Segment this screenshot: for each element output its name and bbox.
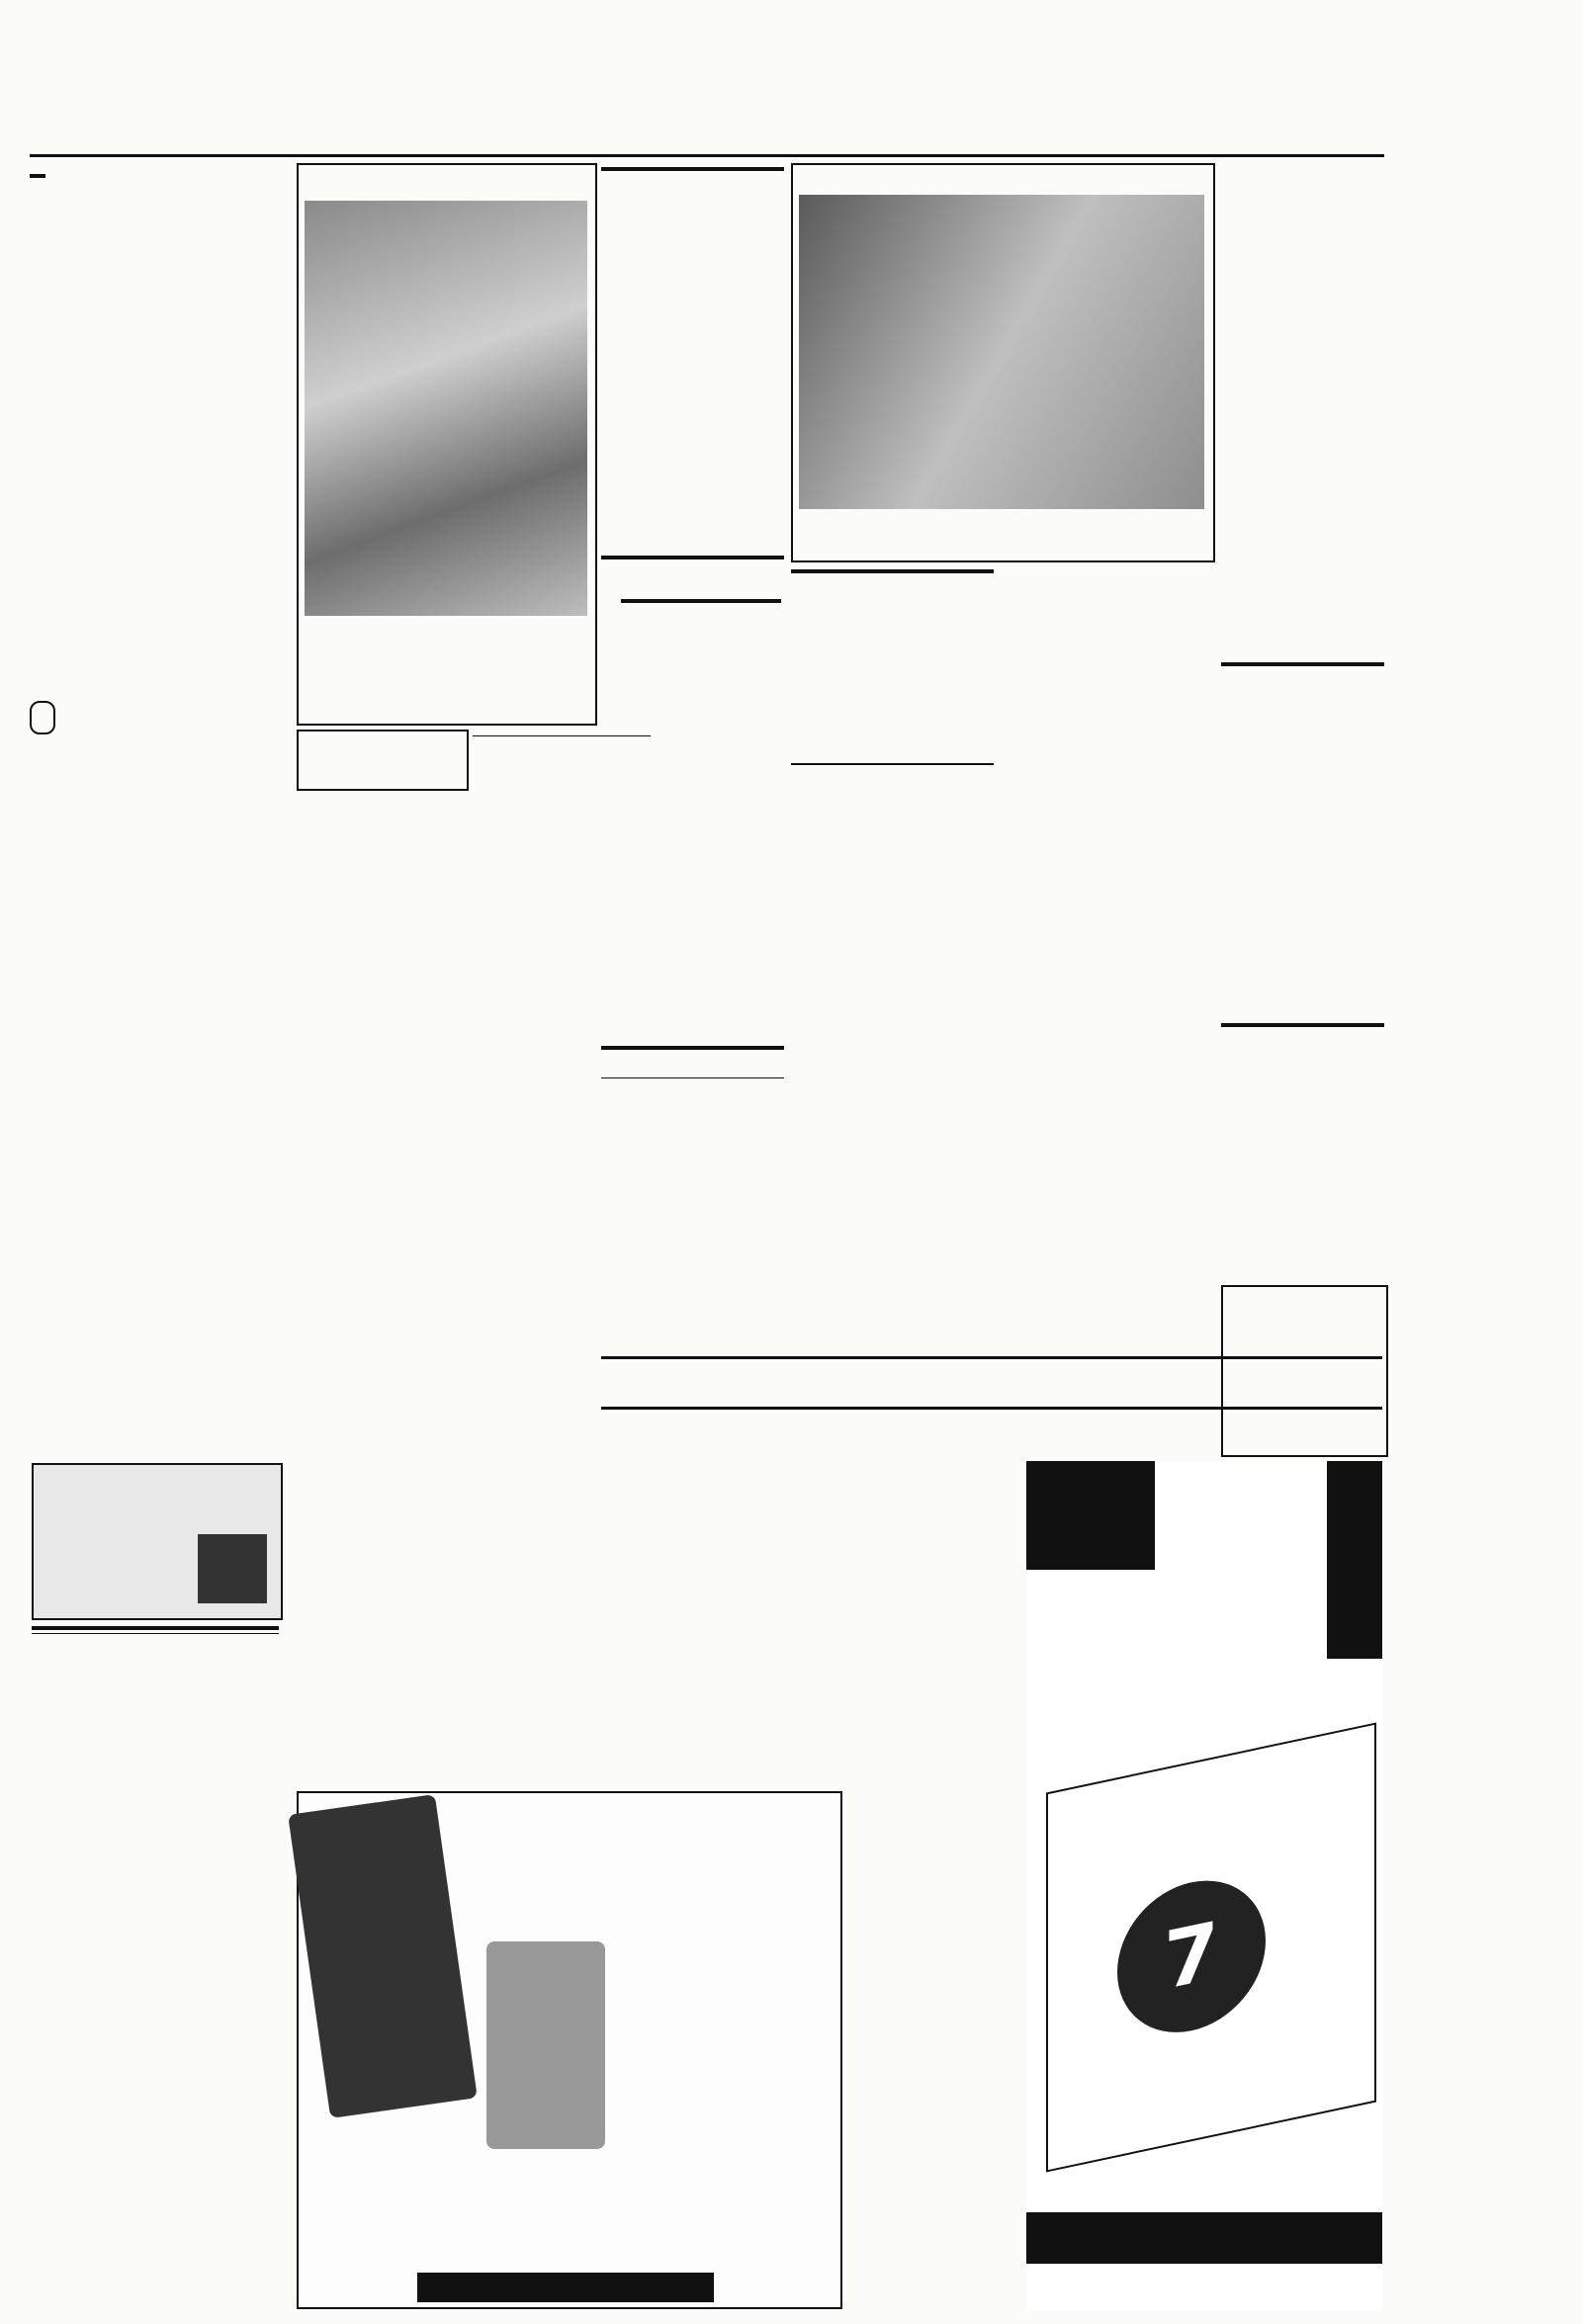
theamata-column [30,227,292,1453]
radio-mic-icon [30,701,55,734]
papastratos-brand [1026,2212,1382,2264]
ephemeris-header [791,565,994,573]
koinonika-column [1221,692,1384,1018]
ephemeris-column [791,618,994,756]
world-header [601,163,784,260]
aphrodisia-title [32,1626,279,1630]
crossword-row-numbers [603,597,619,757]
gamoi-title [1221,1023,1384,1027]
world-title-b [601,167,784,171]
soldiers-column [791,806,994,1102]
cigarette-box [1046,1723,1376,2173]
crossword-header [601,556,784,559]
papastratos-ad [1026,1461,1382,2311]
box-seven-emblem: 7 [1117,1866,1266,2046]
colophon [1221,163,1384,280]
olymp-column [601,1478,834,1784]
crossword-title [601,556,784,559]
proverbs-title [601,1077,784,1078]
ephemeris-subtitle [791,569,994,573]
kolynos-ad [297,1791,842,2309]
kolynos-brand [417,2273,714,2302]
radio-header [30,700,292,734]
no7-badge [1026,1461,1155,1570]
crossword-clues-column [601,763,784,1040]
sport-misc-text [845,1789,1018,1878]
swimmers-box [297,163,597,726]
skoteino-header [1002,565,1211,569]
pharmacies-column [1221,544,1384,657]
daily-title [601,1046,784,1050]
pennies-column [297,793,465,1346]
soldiers-title [791,763,994,765]
left-classifieds [32,1626,279,1883]
theamata-title [30,174,45,178]
theamata-header [30,163,292,222]
diakirixis-text [1221,777,1384,807]
masthead [30,132,1384,157]
crossword-grid [621,599,781,603]
daily-column [601,1074,784,1348]
swim-column [845,1455,1018,1781]
soldiers-header [791,763,994,765]
skoteino-column [1002,722,1211,1354]
daily-header [601,1046,784,1050]
pennies-header [297,730,469,791]
kolynos-box [288,1794,478,2118]
radio-program [30,738,292,1045]
arravones-text [1221,692,1384,732]
koinonika-title [1221,662,1384,666]
music-byline [473,735,651,736]
ptosis-photo [799,195,1204,509]
gamoi-column [1221,1023,1384,1280]
ptosis-box [791,163,1215,562]
sport-banner [601,1356,1382,1410]
ego-pack [198,1534,267,1603]
p-logo-post [1327,1461,1382,1659]
b-provoli-listings [30,233,292,688]
koinonika-header [1221,662,1384,666]
box-brand-label [1048,2061,1374,2130]
ypourgeio-column [791,1107,994,1349]
sport-misc-column [845,1789,1018,2135]
music-header [473,730,651,736]
kolynos-tube [486,1941,605,2149]
fifty-column [1221,351,1384,539]
swimmers-photo [305,201,587,616]
left-gap [297,1354,593,1374]
koztoulas-text [32,1633,279,1637]
ego-ad [32,1463,283,1620]
world-column [601,269,784,551]
gamos-text [1221,734,1384,774]
